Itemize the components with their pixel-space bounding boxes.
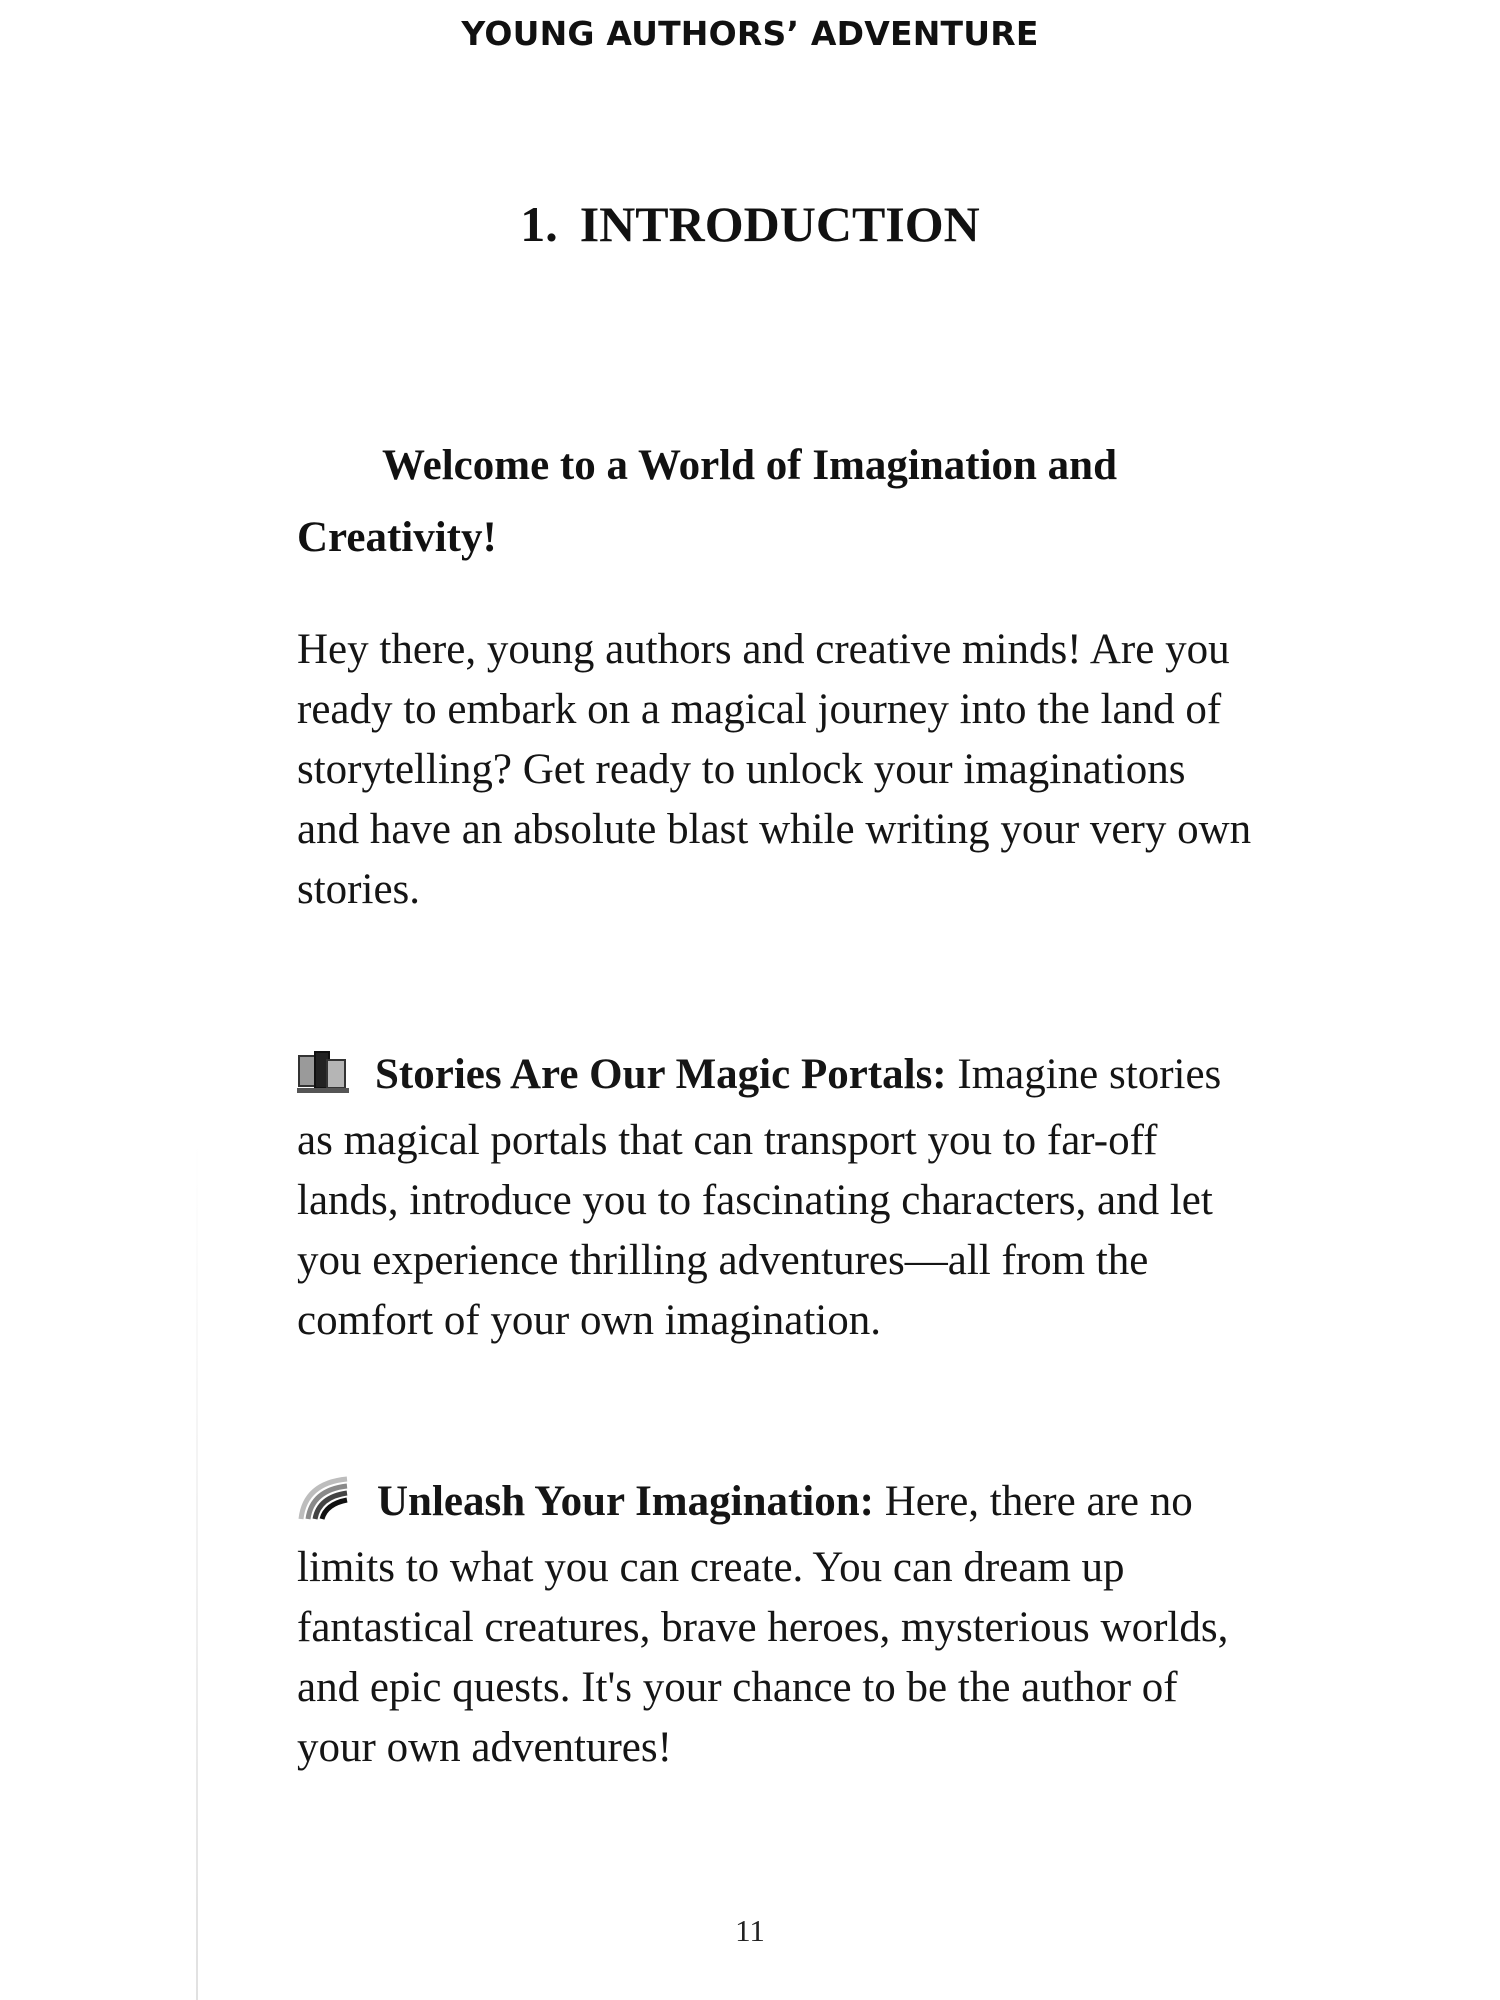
imagination-paragraph	[297, 1472, 1257, 1778]
imagination-body-text: Here, there are no limits to what you can create. You can dream up fantastical creatures, brave heroes, mysterious worlds, and epic quests. It's your chance to be the author of your own adventures!	[297, 1478, 1229, 1771]
portals-paragraph	[297, 1045, 1257, 1351]
rainbow-icon	[297, 1475, 351, 1538]
chapter-number: 1.	[520, 196, 558, 252]
chapter-title-text: INTRODUCTION	[579, 196, 980, 252]
page-edge-shadow	[196, 1140, 198, 2000]
chapter-title	[0, 195, 1500, 253]
intro-paragraph: Hey there, young authors and creative minds! Are you ready to embark on a magical journey into the land of storytelling? Get ready to unlock your imaginations and have an absolute blast while writing your very own stories.	[297, 626, 1252, 913]
books-icon	[297, 1050, 349, 1111]
portals-lead-in: Stories Are Our Magic Portals:	[375, 1051, 947, 1098]
imagination-lead-in: Unleash Your Imagination:	[377, 1478, 874, 1525]
section-heading: Welcome to a World of Imagination and Creativity!	[297, 442, 1118, 561]
running-head: YOUNG AUTHORS’ ADVENTURE	[461, 14, 1039, 53]
page-number: 11	[735, 1913, 765, 1948]
portals-body-text: Imagine stories as magical portals that can transport you to far-off lands, introduce you to fascinating characters, and let you experience thrilling adventures—all from the comfort of your own imagination.	[297, 1051, 1222, 1344]
